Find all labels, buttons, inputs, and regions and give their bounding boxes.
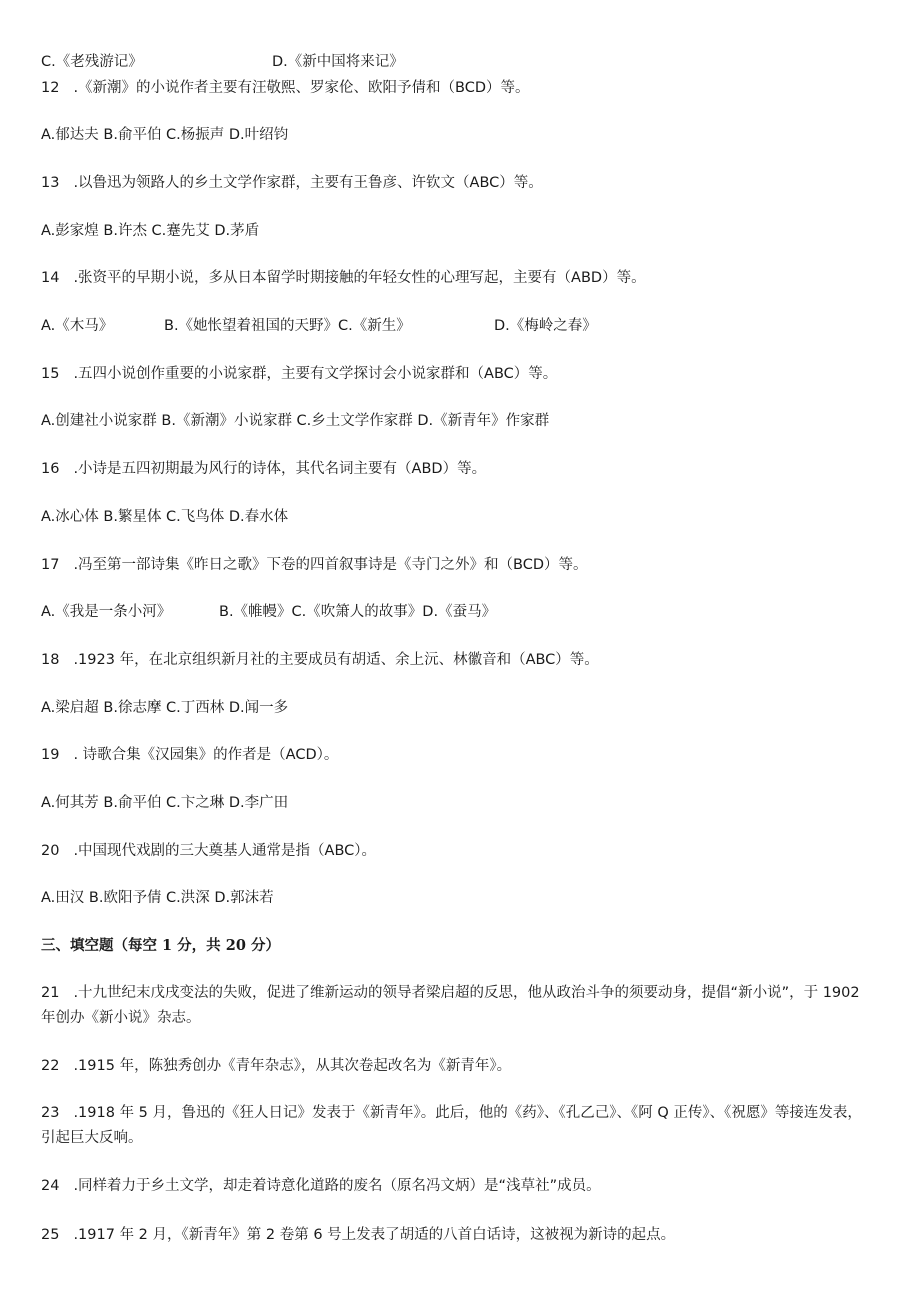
question-text: .同样着力于乡土文学，却走着诗意化道路的废名（原名冯文炳）是“浅草社”成员。: [73, 1178, 601, 1194]
question-13-options: A.彭家煌 B.许杰 C.蹇先艾 D.茅盾: [41, 223, 260, 239]
question-16-options: A.冰心体 B.繁星体 C.飞鸟体 D.春水体: [41, 509, 289, 525]
question-13: [41, 172, 872, 194]
question-18: [41, 649, 872, 671]
question-number: 18: [41, 652, 60, 668]
question-text: .五四小说创作重要的小说家群，主要有文学探讨会小说家群和（ABC）等。: [73, 366, 558, 382]
question-19: [41, 744, 872, 766]
question-number: 20: [41, 843, 60, 859]
question-number: 24: [41, 1178, 60, 1194]
question-20-options: A.田汉 B.欧阳予倩 C.洪深 D.郭沫若: [41, 890, 274, 906]
question-23: [41, 1101, 872, 1151]
question-text: . 诗歌合集《汉园集》的作者是（ACD）。: [73, 747, 339, 763]
question-24: [41, 1175, 872, 1197]
q11-options-cd: [41, 51, 872, 73]
option-b-c-d: B.《帷幔》C.《吹箫人的故事》D.《蚕马》: [219, 604, 497, 620]
question-number: 13: [41, 175, 60, 191]
question-22: [41, 1055, 872, 1077]
question-text: .冯至第一部诗集《昨日之歌》下卷的四首叙事诗是《寺门之外》和（BCD）等。: [73, 557, 588, 573]
question-text: .小诗是五四初期最为风行的诗体，其代名词主要有（ABD）等。: [73, 461, 487, 477]
question-number: 17: [41, 557, 60, 573]
question-20: [41, 840, 872, 862]
question-number: 23: [41, 1105, 60, 1121]
question-text: .中国现代戏剧的三大奠基人通常是指（ABC）。: [73, 843, 377, 859]
question-number: 12: [41, 80, 60, 96]
option-d: D.《梅岭之春》: [494, 318, 597, 334]
question-text: .1917 年 2 月，《新青年》第 2 卷第 6 号上发表了胡适的八首白话诗，这被视为新诗的起点。: [73, 1227, 676, 1243]
question-number: 25: [41, 1227, 60, 1243]
question-14-options: [41, 315, 872, 337]
question-25: [41, 1224, 872, 1246]
question-15-options: A.创建社小说家群 B.《新潮》小说家群 C.乡土文学作家群 D.《新青年》作家群: [41, 413, 550, 429]
question-15: [41, 363, 872, 385]
question-18-options: A.梁启超 B.徐志摩 C.丁西林 D.闻一多: [41, 700, 289, 716]
question-number: 19: [41, 747, 60, 763]
question-14: [41, 267, 872, 289]
question-number: 15: [41, 366, 60, 382]
question-16: [41, 458, 872, 480]
question-text: .1923 年，在北京组织新月社的主要成员有胡适、余上沅、林徽音和（ABC）等。: [73, 652, 599, 668]
question-number: 21: [41, 985, 60, 1001]
question-text: .以鲁迅为领路人的乡土文学作家群，主要有王鲁彦、许钦文（ABC）等。: [73, 175, 543, 191]
option-c: C.《老残游记》: [41, 54, 143, 70]
question-12: [41, 77, 872, 99]
question-12-options: A.郁达夫 B.俞平伯 C.杨振声 D.叶绍钧: [41, 127, 289, 143]
option-d: D.《新中国将来记》: [272, 54, 404, 70]
question-17-options: [41, 601, 872, 623]
question-text: .十九世纪末戊戌变法的失败，促进了维新运动的领导者梁启超的反思，他从政治斗争的须要动身，提倡“新小说”，于 1902 年创办《新小说》杂志。: [41, 985, 860, 1026]
question-text: .1918 年 5 月，鲁迅的《狂人日记》发表于《新青年》。此后，他的《药》、《孔乙己》、《阿 Q 正传》、《祝愿》等接连发表，引起巨大反响。: [41, 1105, 862, 1146]
question-text: .1915 年，陈独秀创办《青年杂志》，从其次卷起改名为《新青年》。: [73, 1058, 512, 1074]
question-number: 22: [41, 1058, 60, 1074]
question-17: [41, 554, 872, 576]
section-heading: 三、填空题（每空 1 分，共 20 分）: [41, 937, 280, 954]
question-number: 16: [41, 461, 60, 477]
question-number: 14: [41, 270, 60, 286]
question-19-options: A.何其芳 B.俞平伯 C.卞之琳 D.李广田: [41, 795, 289, 811]
question-21: [41, 981, 872, 1031]
option-b-c: B.《她怅望着祖国的天野》C.《新生》: [164, 318, 411, 334]
question-text: .《新潮》的小说作者主要有汪敬熙、罗家伦、欧阳予倩和（BCD）等。: [73, 80, 530, 96]
option-a: A.《木马》: [41, 318, 114, 334]
question-text: .张资平的早期小说，多从日本留学时期接触的年轻女性的心理写起，主要有（ABD）等。: [73, 270, 646, 286]
option-a: A.《我是一条小河》: [41, 604, 172, 620]
